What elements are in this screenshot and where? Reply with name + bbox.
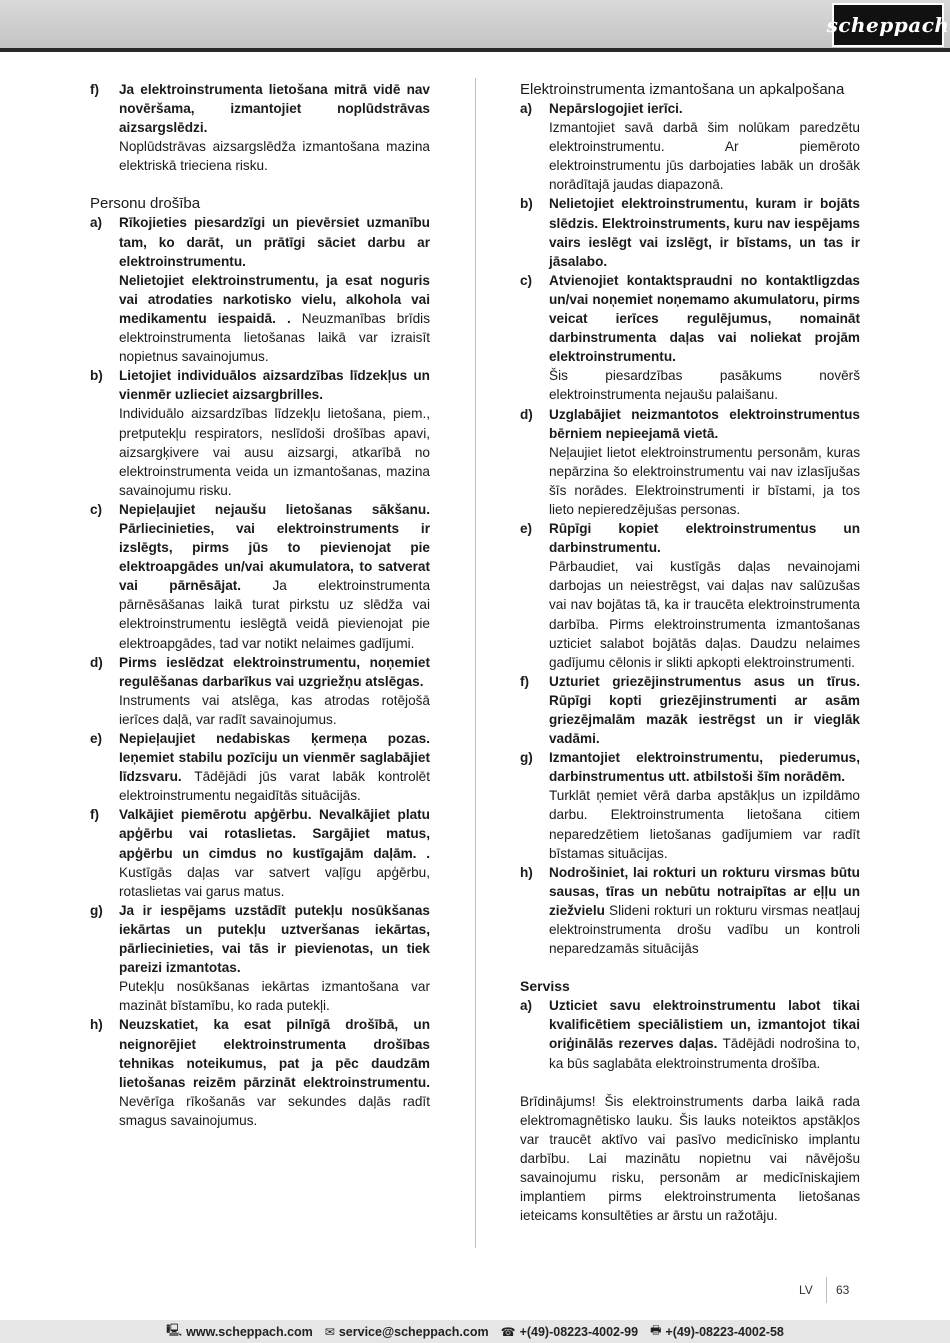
item-label: h) (520, 864, 533, 880)
list-item (520, 99, 860, 194)
item-label: g) (90, 902, 103, 918)
item-body (119, 213, 430, 366)
fax-icon: 🖶 (650, 1323, 662, 1337)
item-body (119, 653, 430, 729)
item-bold-text: Valkājiet piemērotu apģērbu. Nevalkājiet platu apģērbu vai rotaslietas. Sargājiet matus, apģērbu un cimdus no kustīgajām daļām. . (119, 807, 430, 861)
header-rule (0, 48, 950, 52)
phone-icon: ☎ (500, 1324, 516, 1339)
item-label: b) (90, 368, 103, 384)
item-text: Nevērīga rīkošanās var sekundes daļās radīt smagus savainojumus. (119, 1093, 430, 1128)
item-text: Instruments vai atslēga, kas atrodas rotējošā ierīces daļā, var radīt savainojumus. (119, 692, 430, 727)
item-label: f) (520, 673, 530, 689)
spacer (520, 1073, 860, 1092)
item-text: Putekļu nosūkšanas iekārtas izmantošana var mazināt bīstamību, ko rada putekļi. (119, 979, 430, 1014)
item-body (549, 748, 860, 863)
item-label: b) (520, 196, 533, 212)
item-bold-text: Ja elektroinstrumenta lietošana mitrā vidē nav novēršama, izmantojiet noplūdstrāvas aizsargslēdzi. (119, 82, 430, 136)
list-item (90, 500, 430, 653)
item-body (549, 996, 860, 1072)
list-item (90, 901, 430, 1016)
brand-logo-text: scheppach (826, 13, 950, 37)
item-label: a) (90, 215, 103, 231)
header-band (0, 0, 950, 48)
item-label: f) (90, 82, 100, 97)
item-label: a) (520, 101, 533, 116)
envelope-icon: ✉ (324, 1324, 335, 1339)
item-bold-text: Nepieļaujiet nejaušu lietošanas sākšanu. Pārliecinieties, vai elektroinstruments ir izslēgts, pirms jūs to pievienojat pie elektroapgādes un/vai akumulatora, to satverat vai pārnēsājat. (119, 501, 430, 594)
list-item (520, 996, 860, 1072)
item-text: Tādējādi jūs varat labāk kontrolēt elektroinstrumentu negaidītās situācijās. (119, 769, 430, 804)
item-label: c) (520, 272, 533, 288)
emf-warning-paragraph: Brīdinājums! Šis elektroinstruments darba laikā rada elektromagnētisko lauku. Šis lauks noteiktos apstākļos var traucēt aktīvo vai pasīvo medicīnisko implantu darbību. Lai mazinātu nopietnu vai nāvējošu savainojumu risku, personām ar medicīniskajiem implantiem pirms elektroinstrumenta lietošanas ieteicams konsultēties ar ārstu un ražotāju. (520, 1093, 860, 1224)
item-body (549, 863, 860, 958)
list-item (520, 748, 860, 863)
list-item (520, 405, 860, 520)
item-body (549, 519, 860, 672)
item-text: Ja elektroinstrumenta pārnēsāšanas laikā turat pirkstu uz slēdža vai elektroinstrumentu ieslēgtā veidā pievienojat pie elektroapgādes, tad var notikt nelaimes gadījumi. (119, 578, 431, 651)
list-item (90, 729, 430, 805)
item-bold-text: Uzticiet savu elektroinstrumentu labot tikai kvalificētiem speciālistiem un, izmantojot tikai oriģinālās rezerves daļas. (549, 998, 860, 1052)
left-column (90, 80, 430, 1130)
item-text: Izmantojiet savā darbā šim nolūkam paredzētu elektroinstrumentu. Ar piemēroto elektroinstrumentu jūs darbojaties labāk un drošāk norādītajā jaudas diapazonā. (549, 120, 860, 193)
page-info-divider (826, 1277, 827, 1303)
item-bold-text: Rūpīgi kopiet elektroinstrumentus un darbinstrumentu. (549, 521, 860, 556)
item-label: e) (520, 521, 533, 537)
language-code: LV (799, 1283, 813, 1297)
item-label: d) (520, 406, 533, 422)
item-bold-text: Nepārslogojiet ierīci. (549, 101, 683, 116)
list-item (90, 805, 430, 900)
item-body (549, 405, 860, 520)
item-bold-text: Nelietojiet elektroinstrumentu, ja esat noguris vai atrodaties narkotisko vielu, alkohola vai medikamentu iespaidā. . (119, 272, 430, 326)
item-bold-text: Atvienojiet kontaktspraudni no kontaktligzdas un/vai noņemiet noņemamo akumulatoru, pirms veicat ierīces regulējumus, nomaināt darbinstrumenta daļas vai noliekat projām elektroinstrumentu. (549, 272, 860, 365)
section-heading-tool-use: Elektroinstrumenta izmantošana un apkalpošana (520, 81, 845, 98)
footer-web (166, 1321, 313, 1342)
item-text: Šis piesardzības pasākums novērš elektroinstrumenta nejaušu palaišanu. (549, 368, 860, 403)
section-heading-personal-safety: Personu drošība (90, 195, 201, 213)
footer-email-text: service@scheppach.com (338, 1324, 489, 1339)
item-body (549, 271, 860, 405)
list-item (520, 519, 860, 672)
list-item (90, 366, 430, 500)
footer-fax-text: +(49)-08223-4002-58 (665, 1324, 784, 1339)
item-label: g) (520, 750, 533, 766)
section-heading-service: Serviss (520, 978, 570, 995)
column-divider (475, 78, 476, 1248)
item-text: Neuzmanības brīdis elektroinstrumenta lietošanas laikā var izraisīt nopietnus savainojumus. (119, 310, 430, 365)
item-body (119, 500, 430, 653)
item-label: a) (520, 998, 533, 1014)
item-text: Neļaujiet lietot elektroinstrumentu personām, kuras nepārzina šo elektroinstrumentu vai nav izlasījušas šīs norādes. Elektroinstrumenti ir bīstami, ja tos lieto nepieredzējušas personas. (549, 444, 860, 517)
item-body (119, 366, 430, 500)
item-text: Individuālo aizsardzības līdzekļu lietošana, piem., pretputekļu respirators, neslīdoši drošības apavi, aizsargķivere vai ausu aizsargi, atkarībā no elektroinstrumenta veida un izmantošanas, mazina savainojumu risku. (119, 406, 430, 498)
item-label: d) (90, 654, 103, 670)
item-label: e) (90, 731, 103, 746)
footer-web-text: www.scheppach.com (186, 1324, 313, 1339)
right-column (520, 80, 860, 1225)
item-bold-text: Uzturiet griezējinstrumentus asus un tīrus. Rūpīgi kopti griezējinstrumenti ar asām griezējmalām mazāk iestrēgst un ir vieglāk vadāmi. (549, 673, 860, 747)
monitor-icon: 🖳 (166, 1323, 183, 1337)
item-body (119, 901, 430, 1016)
item-bold-text: Nepieļaujiet nedabiskas ķermeņa pozas. Ieņemiet stabilu pozīciju un vienmēr saglabājiet līdzsvaru. (119, 731, 430, 785)
item-body (549, 672, 860, 748)
item-bold-text: Ja ir iespējams uzstādīt putekļu nosūkšanas iekārtas un putekļu uztveršanas iekārtas, pārliecinieties, vai tās ir pievienotas, un tiek pareizi izmantotas. (119, 902, 430, 976)
item-bold-text: Neuzskatiet, ka esat pilnīgā drošībā, un neignorējiet elektroinstrumenta drošības tehnikas noteikumus, pat ja pēc daudzām lietošanas reizēm pārzināt elektroinstrumentu. (119, 1017, 430, 1090)
spacer (520, 958, 860, 977)
item-body (119, 729, 430, 805)
item-text: Tādējādi nodrošina to, ka būs saglabāta elektroinstrumenta drošība. (549, 1036, 860, 1071)
item-body (119, 80, 430, 175)
spacer (90, 175, 430, 194)
list-item (90, 1015, 430, 1130)
footer-phone (501, 1325, 638, 1339)
page-number: 63 (836, 1283, 850, 1297)
item-text: Pārbaudiet, vai kustīgās daļas nevainojami darbojas un neiestrēgst, vai daļas nav salūzušas vai nav bojātas tā, ka ir traucēta elektroinstrumenta darbība. Pirms elektroinstrumenta izmantošanas uzticiet salabot bojātās daļas. Daudzu nelaimes gadījumu cēlonis ir slikti apkopti elektroinstrumenti. (549, 559, 860, 670)
item-bold-text: Lietojiet individuālos aizsardzības līdzekļus un vienmēr uzlieciet aizsargbrilles. (119, 368, 430, 403)
item-bold-text: Rīkojieties piesardzīgi un pievērsiet uzmanību tam, ko darāt, un prātīgi sāciet darbu ar elektroinstrumentu. (119, 215, 430, 269)
list-item (90, 653, 430, 729)
item-bold-text: Nelietojiet elektroinstrumentu, kuram ir bojāts slēdzis. Elektroinstruments, kuru nav iespējams vairs ieslēgt vai izslēgt, ir bīstams, un tas ir jāsalabo. (549, 196, 860, 269)
item-text: Slideni rokturi un rokturu virsmas neatļauj elektroinstrumenta drošu vadību un kontroli neparedzamās situācijās (549, 902, 860, 957)
list-item (520, 863, 860, 958)
list-item (90, 80, 430, 175)
list-item (520, 271, 860, 405)
item-body (549, 194, 860, 270)
brand-logo (826, 3, 950, 47)
item-text: Turklāt ņemiet vērā darba apstākļus un izpildāmo darbu. Elektroinstrumenta lietošana citiem neparedzētiem lietošanas gadījumiem var radīt bīstamas situācijas. (549, 788, 860, 861)
item-body (549, 99, 860, 194)
item-label: c) (90, 501, 103, 517)
footer-email (325, 1325, 489, 1339)
item-text: Noplūdstrāvas aizsargslēdža izmantošana mazina elektriskā trieciena risku. (119, 139, 430, 174)
item-bold-text: Uzglabājiet neizmantotos elektroinstrumentus bērniem nepieejamā vietā. (549, 406, 860, 441)
item-bold-text: Izmantojiet elektroinstrumentu, piederumus, darbinstrumentus utt. atbilstoši šīm norādēm. (549, 750, 860, 785)
list-item (520, 194, 860, 270)
footer-fax (650, 1321, 784, 1342)
item-body (119, 805, 430, 900)
list-item (520, 672, 860, 748)
item-body (119, 1015, 430, 1130)
list-item (90, 213, 430, 366)
footer-phone-text: +(49)-08223-4002-99 (519, 1324, 639, 1339)
item-label: h) (90, 1017, 103, 1033)
item-bold-text: Pirms ieslēdzat elektroinstrumentu, noņemiet regulēšanas darbarīkus vai uzgriežņu atslēgas. (119, 654, 430, 689)
item-bold-text: Nodrošiniet, lai rokturi un rokturu virsmas būtu sausas, tīras un nebūtu notraipītas ar eļļu un ziežvielu (549, 864, 860, 918)
item-label: f) (90, 807, 100, 823)
item-text: Kustīgās daļas var satvert vaļīgu apģērbu, rotaslietas vai garus matus. (119, 864, 430, 899)
contact-footer (0, 1320, 950, 1343)
